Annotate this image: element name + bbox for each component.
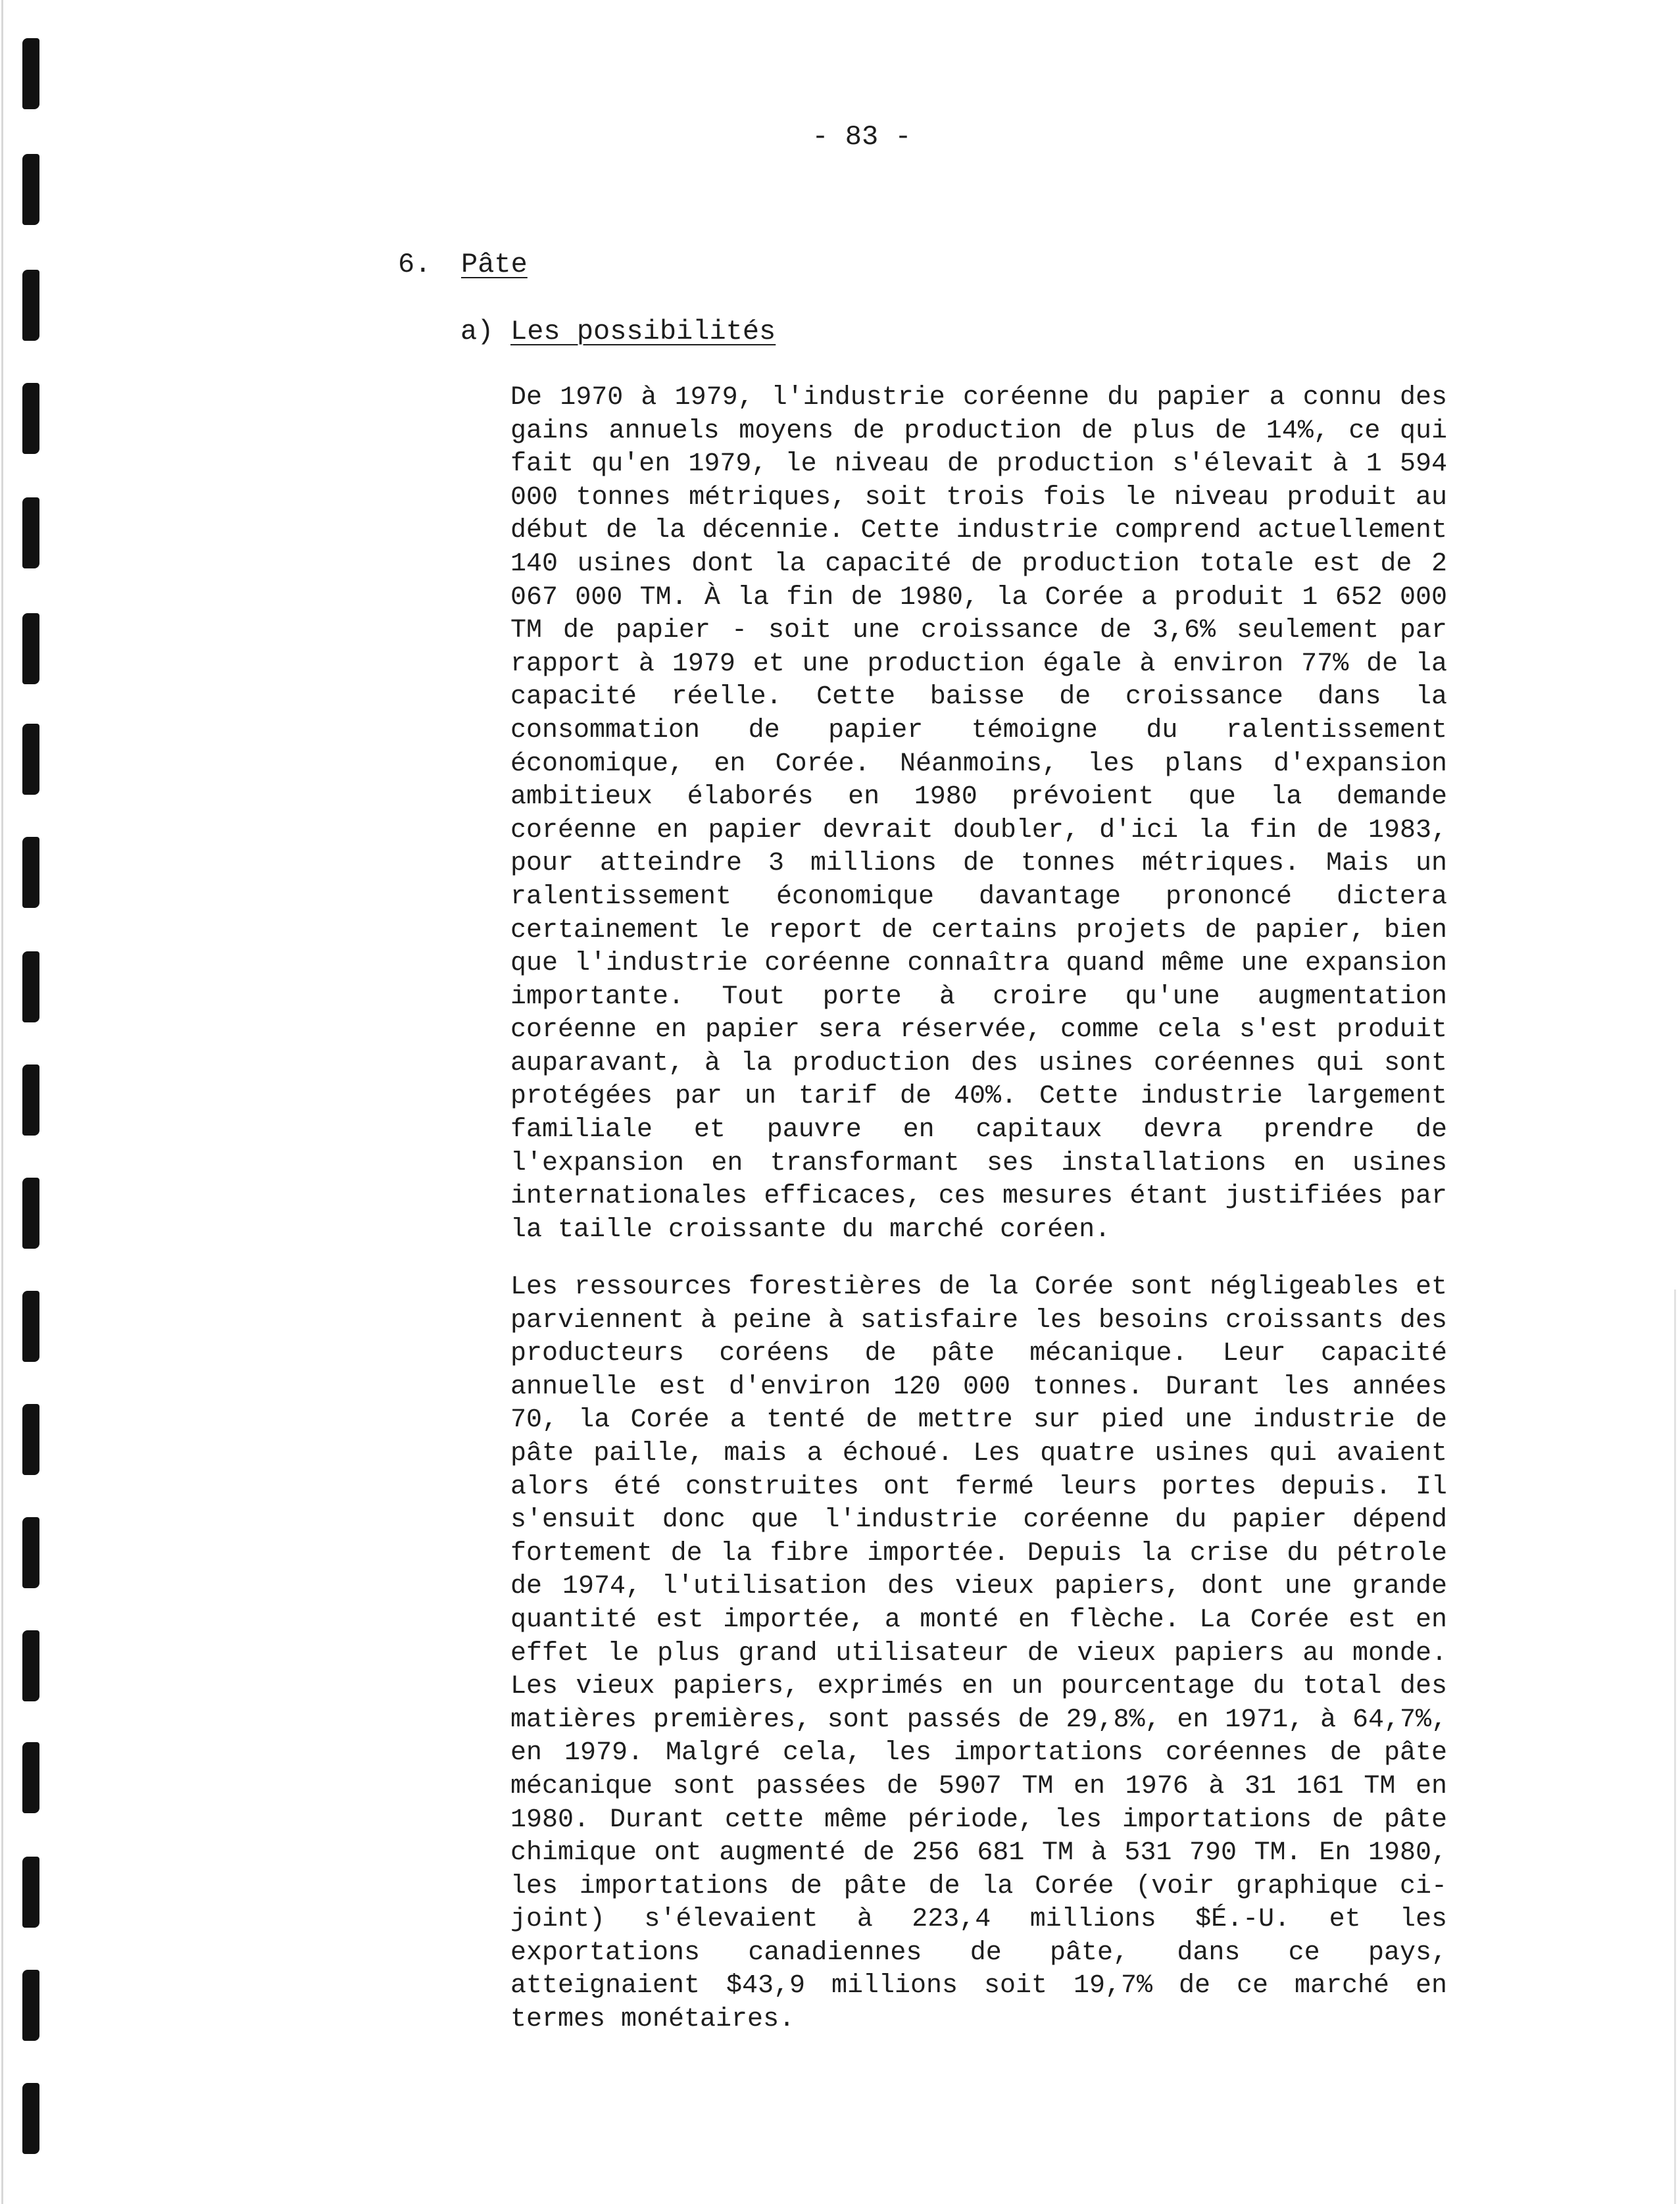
page-right-edge: [1674, 1290, 1676, 2204]
body-paragraph: Les ressources forestières de la Corée sont négligeables et parviennent à peine à satisfaire les besoins croissants des producteurs coréens de pâte mécanique. Leur capacité annuelle est d'environ 120 000 tonnes. Durant les années 70, la Corée a tenté de mettre sur pied une industrie de pâte paille, mais a échoué. Les quatre usines qui avaient alors été construites ont fermé leurs portes depuis. Il s'ensuit donc que l'industrie coréenne du papier dépend fortement de la fibre importée. Depuis la crise du pétrole de 1974, l'utilisation des vieux papiers, dont une grande quantité est importée, a monté en flèche. La Corée est en effet le plus grand utilisateur de vieux papiers au monde. Les vieux papiers, exprimés en un pourcentage du total des matières premières, sont passés de 29,8%, en 1971, à 64,7%, en 1979. Malgré cela, les importations coréennes de pâte mécanique sont passées de 5907 TM en 1976 à 31 161 TM en 1980. Durant cette même période, les importations de pâte chimique ont augmenté de 256 681 TM à 531 790 TM. En 1980, les importations de pâte de la Corée (voir graphique ci-joint) s'élevaient à 223,4 millions $É.-U. et les exportations canadiennes de pâte, dans ce pays, atteignaient $43,9 millions soit 19,7% de ce marché en termes monétaires.: [510, 1272, 1447, 2035]
binding-mark: [22, 1857, 39, 1928]
section-title: Pâte: [461, 249, 528, 280]
binding-mark: [22, 724, 39, 795]
binding-mark: [22, 1404, 39, 1475]
subsection-heading: [460, 314, 776, 349]
subsection-label: a): [460, 316, 494, 347]
binding-mark: [22, 1291, 39, 1362]
binding-mark: [22, 1630, 39, 1701]
binding-mark: [22, 613, 39, 684]
binding-mark: [22, 2083, 39, 2154]
page-number: - 83 -: [812, 121, 912, 153]
binding-mark: [22, 1178, 39, 1249]
binding-mark: [22, 383, 39, 454]
binding-mark: [22, 1064, 39, 1136]
binding-mark: [22, 497, 39, 568]
body-paragraph: De 1970 à 1979, l'industrie coréenne du papier a connu des gains annuels moyens de production de plus de 14%, ce qui fait qu'en 1979, le niveau de production s'élevait à 1 594 000 tonnes métriques, soit trois fois le niveau produit au début de la décennie. Cette industrie comprend actuellement 140 usines dont la capacité de production totale est de 2 067 000 TM. À la fin de 1980, la Corée a produit 1 652 000 TM de papier - soit une croissance de 3,6% seulement par rapport à 1979 et une production égale à environ 77% de la capacité réelle. Cette baisse de croissance dans la consommation de papier témoigne du ralentissement économique, en Corée. Néanmoins, les plans d'expansion ambitieux élaborés en 1980 prévoient que la demande coréenne en papier devrait doubler, d'ici la fin de 1983, pour atteindre 3 millions de tonnes métriques. Mais un ralentissement économique davantage prononcé dictera certainement le report de certains projets de papier, bien que l'industrie coréenne connaîtra quand même une expansion importante. Tout porte à croire qu'une augmentation coréenne en papier sera réservée, comme cela s'est produit auparavant, à la production des usines coréennes qui sont protégées par un tarif de 40%. Cette industrie largement familiale et pauvre en capitaux devra prendre de l'expansion en transformant ses installations en usines internationales efficaces, ces mesures étant justifiées par la taille croissante du marché coréen.: [510, 383, 1447, 1245]
binding-mark: [22, 1970, 39, 2041]
binding-mark: [22, 154, 39, 225]
binding-mark: [22, 1742, 39, 1813]
section-number: 6.: [398, 249, 432, 280]
page-left-edge: [1, 0, 3, 2204]
binding-mark: [22, 837, 39, 908]
binding-mark: [22, 951, 39, 1022]
binding-mark: [22, 38, 39, 109]
subsection-title: Les possibilités: [510, 316, 776, 347]
binding-mark: [22, 1517, 39, 1588]
section-heading: [398, 247, 528, 282]
binding-mark: [22, 270, 39, 341]
